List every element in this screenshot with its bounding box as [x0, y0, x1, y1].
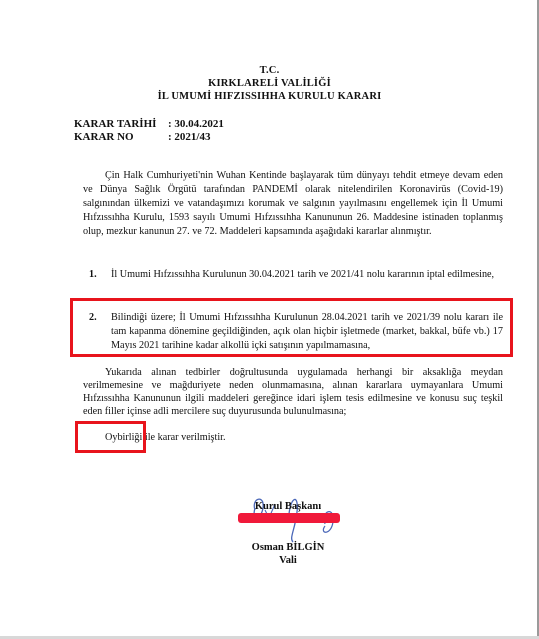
redaction-bar — [238, 513, 340, 523]
signature-position: Vali — [279, 555, 297, 566]
decision-date-row — [74, 118, 224, 131]
highlight-box-unanimous — [75, 421, 146, 453]
decision-no-value: : 2021/43 — [168, 131, 211, 143]
highlight-box-item-2 — [70, 298, 513, 357]
decision-date-label: KARAR TARİHİ — [74, 118, 157, 130]
signature-name: Osman BİLGİN — [251, 542, 325, 553]
closing-paragraph: Yukarıda alınan tedbirler doğrultusunda uygulamada herhangi bir aksaklığa meydan verilmemesine ve mağduriyete neden olunmamasına, alınan kararlara uymayanlara Umumi Hıfzıssıhha Kanununun ilgili maddeleri gereğince idari işlem tesis edilmesine ve konusu suç teşkil eden filler içinse adli mercilere suç duyurusunda bulunulmasına; — [83, 367, 503, 417]
header-tc: T.C. — [259, 65, 280, 76]
item-number: 1. — [89, 269, 97, 280]
header-governorship: KIRKLARELİ VALİLİĞİ — [208, 78, 331, 89]
header-board-decision: İL UMUMİ HIFZISSIHHA KURULU KARARI — [157, 91, 382, 102]
intro-paragraph: Çin Halk Cumhuriyeti'nin Wuhan Kentinde başlayarak tüm dünyayı tehdit etmeye devam eden ve Dünya Sağlık Örgütü tarafından PANDEMİ olarak nitelendirilen Koronavirüs (Covid-19) salgınından ülkemizi ve vatandaşımızı korumak ve salgının yayılmasını engellemek için İl Umumi Hıfzıssıhha Kurulu, 1593 sayılı Umumi Hıfzıssıhha Kanununun 26. Maddesine istinaden toplanmış olup, mezkur kanunun 27. ve 72. Maddeleri kapsamında aşağıdaki kararlar alınmıştır. — [83, 170, 503, 237]
decision-no-label: KARAR NO — [74, 131, 134, 143]
unanimous-statement: Oybirliği ile karar verilmiştir. — [105, 432, 226, 443]
item-text: Bilindiği üzere; İl Umumi Hıfzıssıhha Kurulunun 28.04.2021 tarih ve 2021/39 nolu kararı ile tam kapanma dönemine geçildiğinden, açık olan hiçbir işletmede (market, bakkal, büfe vb.) 17 Mayıs 2021 tarihine kadar alkollü içki satışının yapılmamasına, — [111, 312, 503, 351]
item-text: İl Umumi Hıfzıssıhha Kurulunun 30.04.2021 tarih ve 2021/41 nolu kararının iptal edilmesine, — [111, 269, 495, 280]
signature-title: Kurul Başkanı — [254, 501, 322, 512]
decision-no-row — [74, 131, 210, 144]
decision-date-value: : 30.04.2021 — [168, 118, 224, 130]
item-number: 2. — [89, 312, 97, 323]
